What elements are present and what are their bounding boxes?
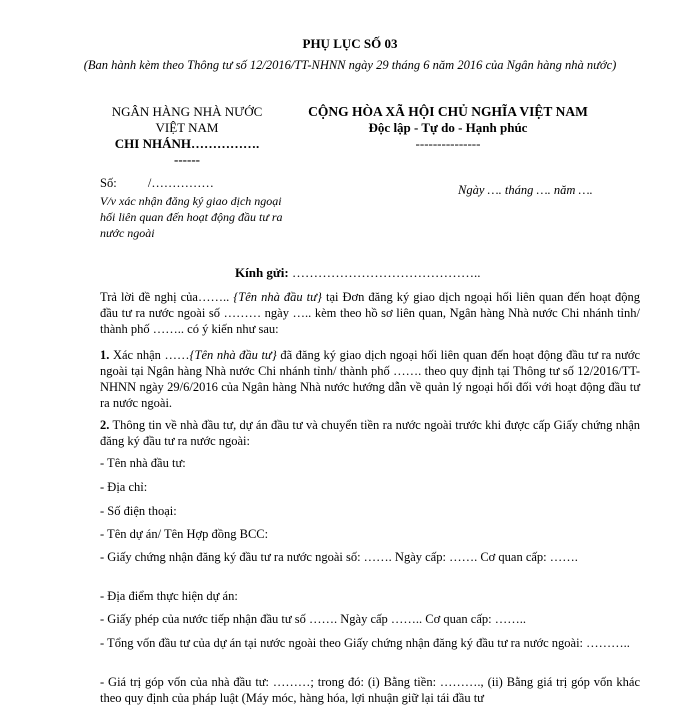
section-1-investor-placeholder: {Tên nhà đầu tư} — [189, 348, 277, 362]
list-item: - Tên nhà đầu tư: — [100, 456, 186, 470]
list-item: - Giấy phép của nước tiếp nhận đầu tư số ……. Ngày cấp …….. Cơ quan cấp: …….. — [100, 612, 526, 626]
list-item: - Tổng vốn đầu tư của dự án tại nước ngoài theo Giấy chứng nhận đăng ký đầu tư ra nước ngoài: ……….. — [100, 636, 630, 650]
section-1-text-b: đã đăng ký giao dịch ngoại hối liên quan đến hoạt động đầu tư ra nước ngoài tại Ngân hàng Nhà nước Chi nhánh tỉnh/ thành phố ……. theo quy định tại Thông tư số 12/2016/TT-NHNN ngày 29/6/2016 của Ngân hàng Nhà nước hướng dẫn về quản lý ngoại hối đối với hoạt động đầu tư ra nước ngoài. — [100, 348, 641, 410]
list-item: - Giá trị góp vốn của nhà đầu tư: ………; trong đó: (i) Bằng tiền: ………., (ii) Bằng giá trị góp vốn khác theo quy định của pháp luật (Máy móc, hàng hóa, lợi nhuận giữ lại tái đầu tư — [100, 675, 640, 705]
issuer-divider: ------ — [174, 152, 200, 167]
section-1-number: 1. — [100, 348, 110, 362]
section-1-text-a: Xác nhận …… — [109, 348, 190, 362]
document-date: Ngày …. tháng …. năm …. — [458, 183, 593, 197]
section-2-number: 2. — [100, 418, 110, 432]
list-item: - Số điện thoại: — [100, 504, 177, 518]
intro-text-a: Trả lời đề nghị của…….. — [100, 290, 234, 304]
intro-paragraph — [100, 289, 640, 337]
appendix-title: PHỤ LỤC SỐ 03 — [302, 36, 398, 51]
nation-name: CỘNG HÒA XÃ HỘI CHỦ NGHĨA VIỆT NAM — [308, 104, 588, 119]
issuer-line-1: NGÂN HÀNG NHÀ NƯỚC — [111, 104, 263, 119]
section-1-paragraph — [100, 347, 640, 411]
salutation-recipient: …………………………………….. — [288, 265, 481, 280]
section-2-heading — [100, 417, 640, 449]
list-item: - Địa điểm thực hiện dự án: — [100, 589, 238, 603]
salutation-label: Kính gửi: — [235, 265, 289, 280]
list-item: - Địa chỉ: — [100, 480, 148, 494]
section-2-text: Thông tin về nhà đầu tư, dự án đầu tư và chuyển tiền ra nước ngoài trước khi được cấp Giấy chứng nhận đăng ký đầu tư ra nước ngoài: — [100, 418, 640, 448]
appendix-subtitle: (Ban hành kèm theo Thông tư số 12/2016/TT-NHNN ngày 29 tháng 6 năm 2016 của Ngân hàng nhà nước) — [83, 58, 617, 72]
motto-divider: --------------- — [415, 136, 481, 151]
national-motto: Độc lập - Tự do - Hạnh phúc — [368, 120, 528, 135]
document-number: Số: /…………… — [100, 176, 214, 190]
issuer-block — [96, 104, 278, 168]
list-item: - Giấy chứng nhận đăng ký đầu tư ra nước ngoài số: ……. Ngày cấp: ……. Cơ quan cấp: ……. — [100, 550, 578, 564]
intro-text-b: tại Đơn đăng ký giao dịch ngoại hối liên quan đến hoạt động đầu tư ra nước ngoài số ……… ngày ….. kèm theo hồ sơ liên quan, Ngân hàng Nhà nước Chi nhánh tỉnh/ thành phố …….. có ý kiến như sau: — [100, 290, 640, 336]
salutation — [235, 265, 480, 281]
intro-investor-placeholder: {Tên nhà đầu tư} — [233, 290, 322, 304]
issuer-line-2: VIỆT NAM — [155, 120, 219, 135]
national-heading — [283, 104, 613, 152]
document-subject: V/v xác nhận đăng ký giao dịch ngoại hối liên quan đến hoạt động đầu tư ra nước ngoài — [100, 194, 283, 240]
issuer-branch: CHI NHÁNH……………. — [114, 136, 260, 151]
list-item: - Tên dự án/ Tên Hợp đồng BCC: — [100, 527, 269, 541]
